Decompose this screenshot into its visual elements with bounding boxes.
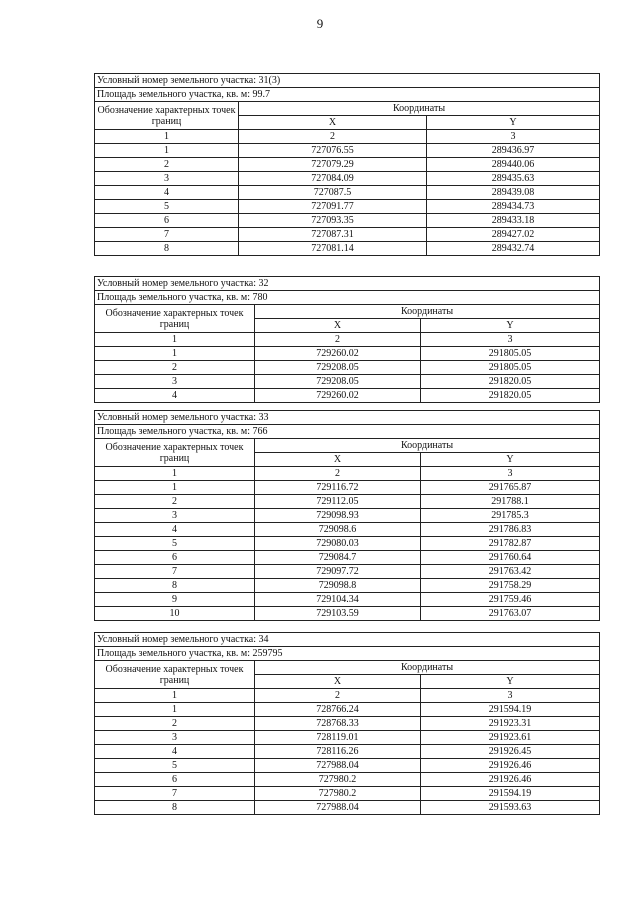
table-row [95,200,600,214]
x-coordinate: 727988.04 [255,759,421,773]
parcel-number-row [95,411,600,425]
point-number: 4 [95,523,255,537]
header-row [95,102,600,116]
point-number: 2 [95,717,255,731]
x-coordinate: 729103.59 [255,607,421,621]
table-row [95,214,600,228]
column-number: 1 [95,333,255,347]
point-number: 5 [95,200,239,214]
y-coordinate: 289440.06 [427,158,600,172]
parcel-area: Площадь земельного участка, кв. м: 766 [95,425,600,439]
column-number: 2 [239,130,427,144]
y-coordinate: 291782.87 [421,537,600,551]
y-coordinate: 291760.64 [421,551,600,565]
table-row [95,509,600,523]
parcel-area-row [95,291,600,305]
parcel-table-3 [94,410,600,621]
coords-header: Координаты [255,305,600,319]
y-header: Y [427,116,600,130]
column-number: 1 [95,467,255,481]
point-number: 5 [95,759,255,773]
column-number: 2 [255,333,421,347]
column-number: 3 [421,689,600,703]
y-coordinate: 291805.05 [421,347,600,361]
parcel-number: Условный номер земельного участка: 33 [95,411,600,425]
page-number: 9 [316,16,324,31]
table-row [95,787,600,801]
y-coordinate: 291765.87 [421,481,600,495]
x-coordinate: 729116.72 [255,481,421,495]
x-coordinate: 729098.8 [255,579,421,593]
x-coordinate: 727087.5 [239,186,427,200]
x-coordinate: 727076.55 [239,144,427,158]
y-coordinate: 291923.61 [421,731,600,745]
point-label-header: Обозначение характерных точек границ [95,439,255,467]
header-row [95,305,600,319]
table-row [95,759,600,773]
point-number: 2 [95,361,255,375]
y-coordinate: 291788.1 [421,495,600,509]
point-label-header: Обозначение характерных точек границ [95,305,255,333]
y-coordinate: 291594.19 [421,703,600,717]
y-coordinate: 291820.05 [421,375,600,389]
x-coordinate: 728768.33 [255,717,421,731]
table-row [95,495,600,509]
coords-header: Координаты [255,439,600,453]
parcel-table-2 [94,276,600,403]
header-row [95,439,600,453]
table-row [95,361,600,375]
table-row [95,579,600,593]
point-number: 3 [95,731,255,745]
y-coordinate: 291758.29 [421,579,600,593]
point-label-header: Обозначение характерных точек границ [95,102,239,130]
y-coordinate: 291785.3 [421,509,600,523]
x-coordinate: 729097.72 [255,565,421,579]
x-coordinate: 727988.04 [255,801,421,815]
parcel-area-row [95,647,600,661]
table-row [95,551,600,565]
x-coordinate: 729080.03 [255,537,421,551]
x-coordinate: 729098.93 [255,509,421,523]
column-number: 3 [421,467,600,481]
x-coordinate: 728766.24 [255,703,421,717]
table-row [95,565,600,579]
column-number: 3 [427,130,600,144]
x-coordinate: 727091.77 [239,200,427,214]
x-coordinate: 729260.02 [255,389,421,403]
table-row [95,242,600,256]
parcel-table-1 [94,73,600,256]
point-number: 7 [95,228,239,242]
point-number: 8 [95,242,239,256]
x-header: X [255,453,421,467]
y-coordinate: 291594.19 [421,787,600,801]
x-coordinate: 727087.31 [239,228,427,242]
table-row [95,537,600,551]
header-row [95,661,600,675]
y-coordinate: 291786.83 [421,523,600,537]
point-number: 7 [95,565,255,579]
y-coordinate: 291593.63 [421,801,600,815]
column-number-row [95,130,600,144]
point-number: 5 [95,537,255,551]
table-row [95,389,600,403]
x-coordinate: 728119.01 [255,731,421,745]
table-row [95,186,600,200]
column-number: 1 [95,689,255,703]
parcel-number: Условный номер земельного участка: 34 [95,633,600,647]
table-row [95,481,600,495]
point-number: 1 [95,144,239,158]
y-coordinate: 289434.73 [427,200,600,214]
parcel-area-row [95,88,600,102]
x-coordinate: 729084.7 [255,551,421,565]
x-coordinate: 727081.14 [239,242,427,256]
table-row [95,593,600,607]
point-number: 6 [95,773,255,787]
x-coordinate: 727079.29 [239,158,427,172]
point-number: 4 [95,389,255,403]
point-number: 6 [95,551,255,565]
y-coordinate: 291820.05 [421,389,600,403]
table-row [95,773,600,787]
parcel-number-row [95,633,600,647]
point-number: 3 [95,375,255,389]
column-number-row [95,467,600,481]
parcel-area-row [95,425,600,439]
table-row [95,703,600,717]
point-number: 6 [95,214,239,228]
point-number: 7 [95,787,255,801]
y-coordinate: 291926.45 [421,745,600,759]
point-number: 1 [95,703,255,717]
parcel-number-row [95,277,600,291]
x-header: X [255,319,421,333]
y-coordinate: 291759.46 [421,593,600,607]
point-number: 8 [95,801,255,815]
y-coordinate: 289439.08 [427,186,600,200]
table-row [95,144,600,158]
y-coordinate: 289427.02 [427,228,600,242]
point-label-header: Обозначение характерных точек границ [95,661,255,689]
x-coordinate: 727084.09 [239,172,427,186]
x-coordinate: 729104.34 [255,593,421,607]
column-number: 2 [255,467,421,481]
point-number: 9 [95,593,255,607]
y-coordinate: 291926.46 [421,773,600,787]
table-row [95,607,600,621]
table-row [95,731,600,745]
coords-header: Координаты [255,661,600,675]
x-coordinate: 728116.26 [255,745,421,759]
point-number: 2 [95,495,255,509]
x-header: X [255,675,421,689]
x-coordinate: 729208.05 [255,375,421,389]
x-coordinate: 729260.02 [255,347,421,361]
x-coordinate: 727980.2 [255,787,421,801]
y-coordinate: 291763.42 [421,565,600,579]
parcel-number: Условный номер земельного участка: 31(3) [95,74,600,88]
column-number: 2 [255,689,421,703]
point-number: 3 [95,172,239,186]
y-coordinate: 289433.18 [427,214,600,228]
point-number: 4 [95,186,239,200]
column-number-row [95,333,600,347]
x-coordinate: 727980.2 [255,773,421,787]
y-coordinate: 291763.07 [421,607,600,621]
parcel-table-4 [94,632,600,815]
table-row [95,717,600,731]
column-number: 3 [421,333,600,347]
point-number: 8 [95,579,255,593]
parcel-area: Площадь земельного участка, кв. м: 99.7 [95,88,600,102]
point-number: 3 [95,509,255,523]
y-coordinate: 291926.46 [421,759,600,773]
parcel-number: Условный номер земельного участка: 32 [95,277,600,291]
table-row [95,172,600,186]
y-header: Y [421,675,600,689]
point-number: 10 [95,607,255,621]
table-row [95,228,600,242]
y-header: Y [421,319,600,333]
point-number: 2 [95,158,239,172]
x-coordinate: 729208.05 [255,361,421,375]
x-header: X [239,116,427,130]
table-row [95,745,600,759]
y-coordinate: 289436.97 [427,144,600,158]
x-coordinate: 727093.35 [239,214,427,228]
x-coordinate: 729098.6 [255,523,421,537]
point-number: 4 [95,745,255,759]
table-row [95,158,600,172]
y-coordinate: 289435.63 [427,172,600,186]
point-number: 1 [95,347,255,361]
y-coordinate: 291923.31 [421,717,600,731]
parcel-area: Площадь земельного участка, кв. м: 780 [95,291,600,305]
table-row [95,801,600,815]
y-coordinate: 291805.05 [421,361,600,375]
column-number: 1 [95,130,239,144]
table-row [95,523,600,537]
y-coordinate: 289432.74 [427,242,600,256]
x-coordinate: 729112.05 [255,495,421,509]
table-row [95,375,600,389]
column-number-row [95,689,600,703]
parcel-area: Площадь земельного участка, кв. м: 259795 [95,647,600,661]
coords-header: Координаты [239,102,600,116]
parcel-number-row [95,74,600,88]
y-header: Y [421,453,600,467]
table-row [95,347,600,361]
point-number: 1 [95,481,255,495]
